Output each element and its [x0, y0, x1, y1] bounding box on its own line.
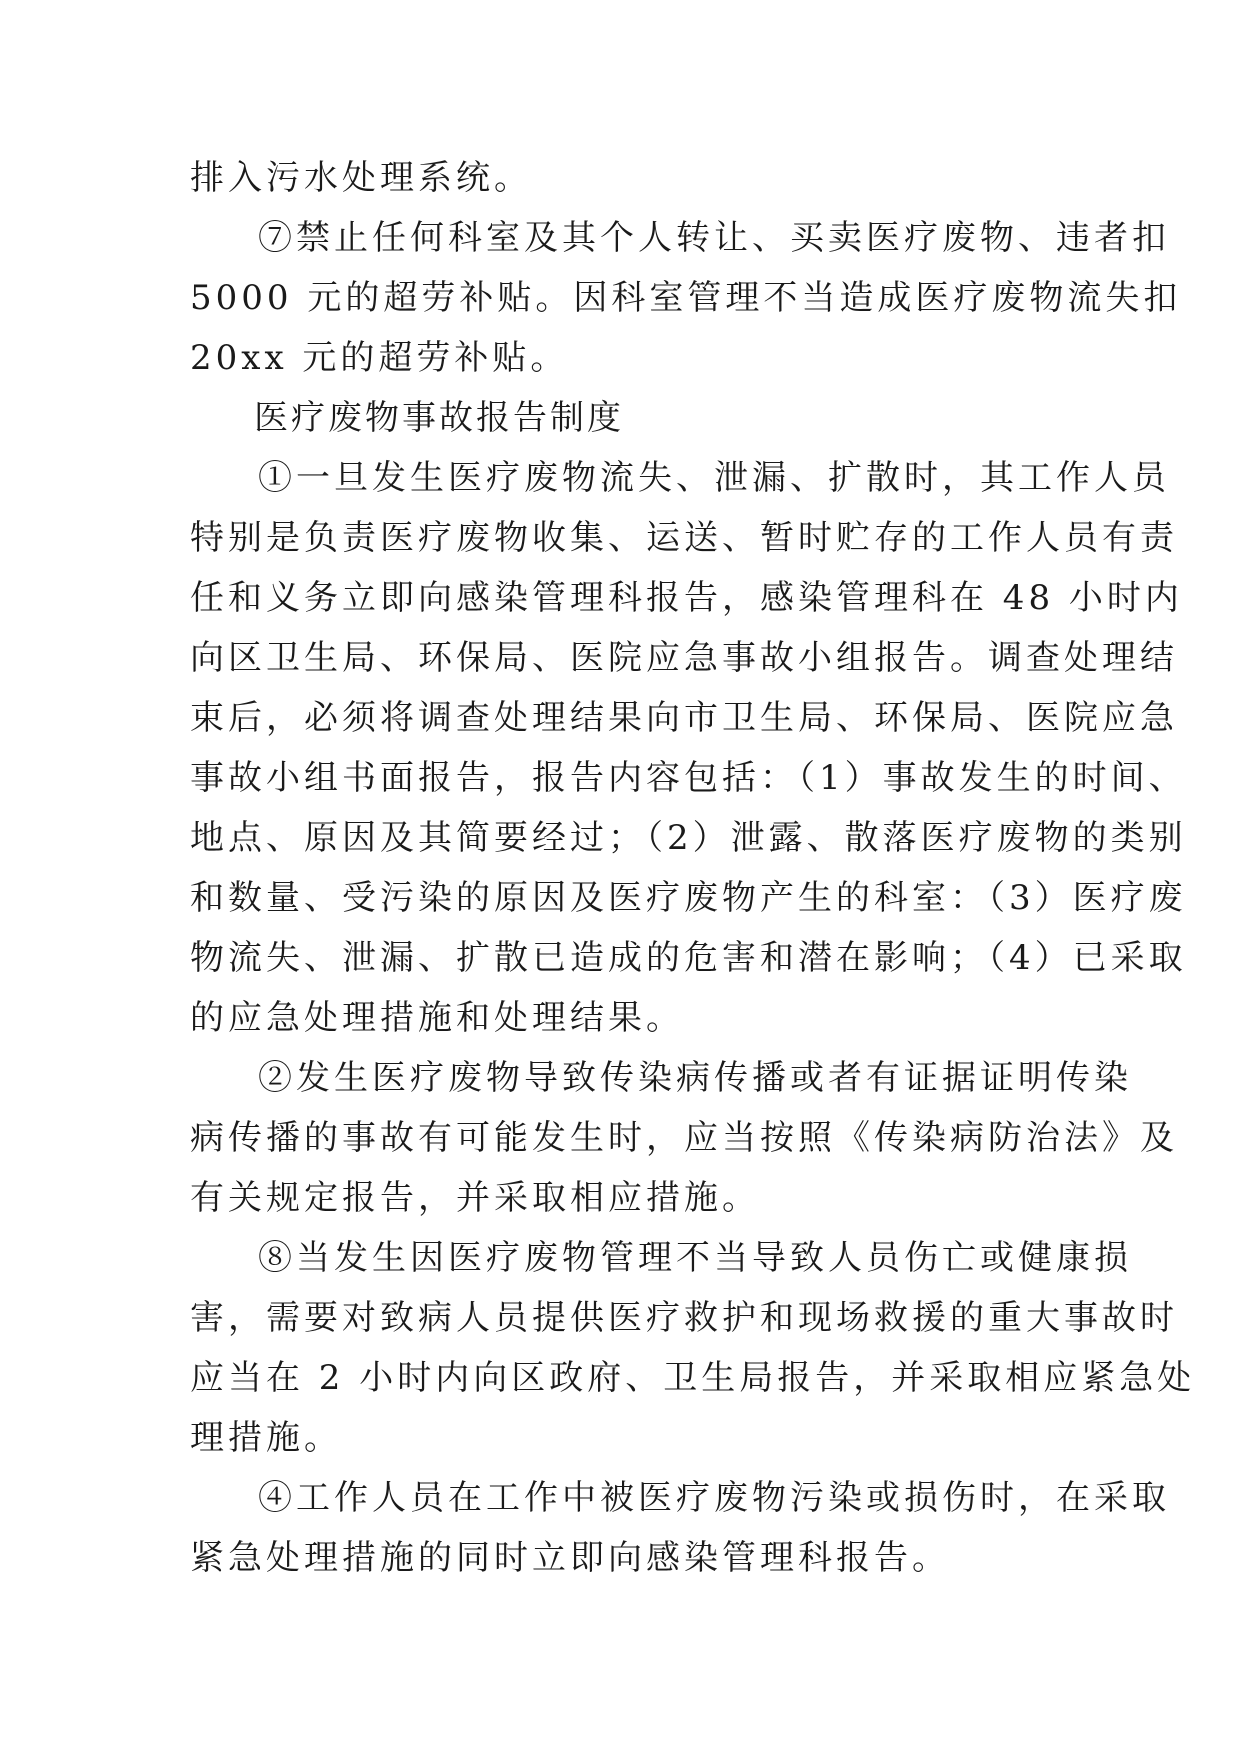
section-heading: 医疗废物事故报告制度 [254, 398, 624, 438]
paragraph-line: 理措施。 [190, 1418, 342, 1458]
paragraph-line: ②发生医疗废物导致传染病传播或者有证据证明传染 [258, 1058, 1132, 1098]
paragraph-line: ④工作人员在工作中被医疗废物污染或损伤时，在采取 [258, 1478, 1170, 1518]
paragraph-line: 地点、原因及其简要经过；（2）泄露、散落医疗废物的类别 [190, 818, 1187, 858]
paragraph-line: 病传播的事故有可能发生时，应当按照《传染病防治法》及 [190, 1118, 1178, 1158]
paragraph-line: 向区卫生局、环保局、医院应急事故小组报告。调查处理结 [190, 638, 1178, 678]
paragraph-line: ⑦禁止任何科室及其个人转让、买卖医疗废物、违者扣 [258, 218, 1170, 258]
paragraph-line: 和数量、受污染的原因及医疗废物产生的科室：（3）医疗废 [190, 878, 1187, 918]
paragraph-line: 的应急处理措施和处理结果。 [190, 998, 684, 1038]
paragraph-line: 紧急处理措施的同时立即向感染管理科报告。 [190, 1538, 950, 1578]
paragraph-line: 物流失、泄漏、扩散已造成的危害和潜在影响；（4）已采取 [190, 938, 1187, 978]
paragraph-line: 束后，必须将调查处理结果向市卫生局、环保局、医院应急 [190, 698, 1178, 738]
paragraph-line: 事故小组书面报告，报告内容包括：（1）事故发生的时间、 [190, 758, 1187, 798]
paragraph-line: 任和义务立即向感染管理科报告，感染管理科在 48 小时内 [190, 578, 1183, 618]
paragraph-line: 特别是负责医疗废物收集、运送、暂时贮存的工作人员有责 [190, 518, 1178, 558]
document-page [190, 148, 1196, 1588]
paragraph-line: ①一旦发生医疗废物流失、泄漏、扩散时，其工作人员 [258, 458, 1170, 498]
paragraph-line: 有关规定报告，并采取相应措施。 [190, 1178, 760, 1218]
paragraph-line: 排入污水处理系统。 [190, 158, 532, 198]
paragraph-line: 20xx 元的超劳补贴。 [190, 338, 569, 378]
paragraph-line: 5000 元的超劳补贴。因科室管理不当造成医疗废物流失扣 [190, 278, 1182, 318]
paragraph-line: 应当在 2 小时内向区政府、卫生局报告，并采取相应紧急处 [190, 1358, 1196, 1398]
paragraph-line: ⑧当发生因医疗废物管理不当导致人员伤亡或健康损 [258, 1238, 1132, 1278]
paragraph-line: 害，需要对致病人员提供医疗救护和现场救援的重大事故时 [190, 1298, 1178, 1338]
